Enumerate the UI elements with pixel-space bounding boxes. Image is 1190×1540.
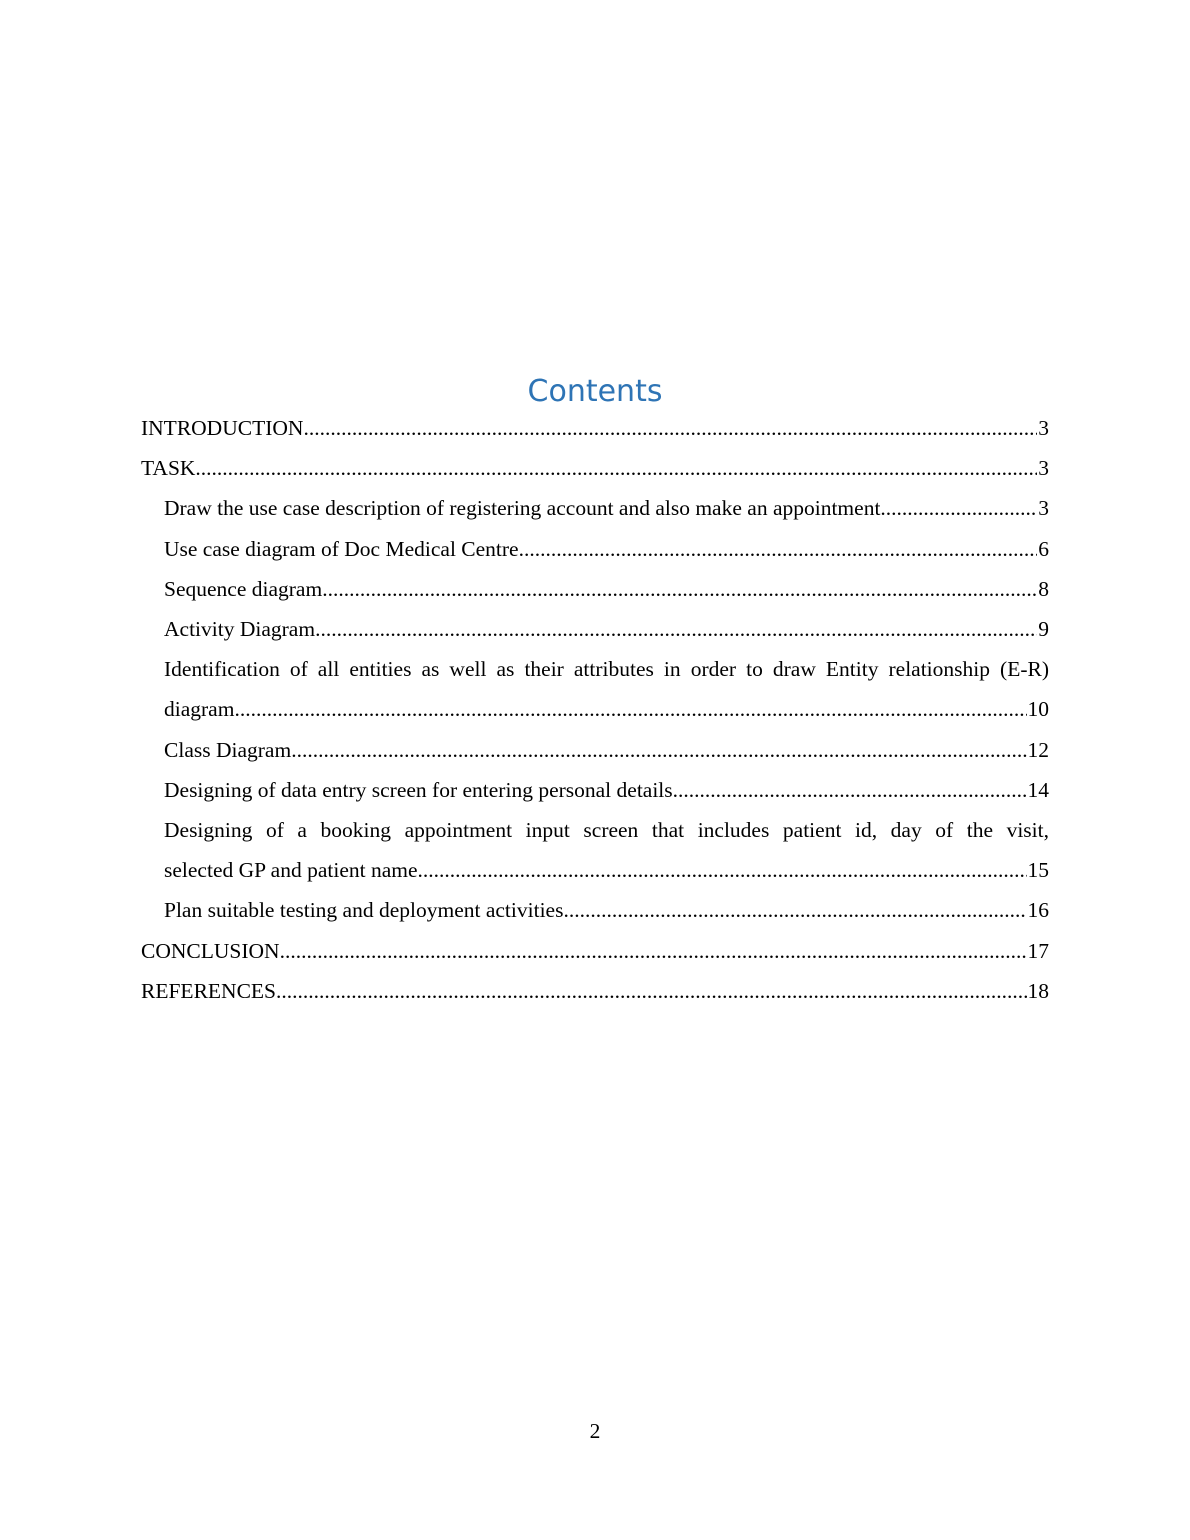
toc-entry-page: 15 [1027, 858, 1049, 883]
toc-entry-page: 8 [1038, 576, 1049, 601]
table-of-contents [141, 408, 1049, 1011]
toc-entry-page: 9 [1038, 617, 1049, 642]
dot-leader [315, 609, 1037, 649]
toc-entry-page: 16 [1027, 898, 1049, 923]
toc-entry-references[interactable] [141, 971, 1049, 1011]
toc-entry-task[interactable] [141, 448, 1049, 488]
toc-entry-page: 6 [1038, 536, 1049, 561]
toc-entry-use-case-description[interactable] [141, 488, 1049, 528]
page-number: 2 [589, 1419, 601, 1443]
toc-entry-page: 3 [1038, 456, 1049, 481]
toc-entry-use-case-diagram[interactable] [141, 529, 1049, 569]
toc-entry-line2 [164, 850, 1049, 890]
toc-entry-title-line2: selected GP and patient name [164, 858, 418, 883]
dot-leader [673, 770, 1027, 810]
toc-entry-title-line2: diagram [164, 697, 235, 722]
toc-entry-page: 12 [1027, 737, 1049, 762]
toc-entry-page: 18 [1027, 978, 1049, 1003]
dot-leader [519, 529, 1038, 569]
dot-leader [880, 488, 1037, 528]
toc-entry-title-line1: Identification of all entities as well as their attributes in order to draw Entity relationship (E-R) [164, 657, 1049, 682]
toc-entry-activity-diagram[interactable] [141, 609, 1049, 649]
toc-entry-title: Designing of data entry screen for entering personal details [164, 777, 673, 802]
dot-leader [276, 971, 1027, 1011]
toc-entry-title-line1: Designing of a booking appointment input screen that includes patient id, day of the visit, [164, 818, 1049, 843]
dot-leader [418, 850, 1027, 890]
toc-entry-page: 10 [1027, 697, 1049, 722]
toc-entry-er-diagram[interactable] [141, 649, 1049, 729]
dot-leader [195, 448, 1037, 488]
toc-entry-page: 14 [1027, 777, 1049, 802]
toc-entry-title: Draw the use case description of registering account and also make an appointment [164, 496, 881, 521]
toc-entry-title: REFERENCES [141, 978, 276, 1003]
toc-entry-title: Activity Diagram [164, 617, 316, 642]
toc-entry-conclusion[interactable] [141, 931, 1049, 971]
toc-entry-booking-screen[interactable] [141, 810, 1049, 890]
dot-leader [234, 689, 1026, 729]
dot-leader [303, 408, 1037, 448]
toc-entry-title: INTRODUCTION [141, 416, 304, 440]
toc-entry-sequence-diagram[interactable] [141, 569, 1049, 609]
dot-leader [563, 890, 1026, 930]
toc-entry-class-diagram[interactable] [141, 730, 1049, 770]
toc-entry-title: Sequence diagram [164, 576, 323, 601]
dot-leader [280, 931, 1027, 971]
toc-entry-title: CONCLUSION [141, 938, 280, 963]
toc-entry-line2 [164, 689, 1049, 729]
toc-entry-page: 17 [1027, 938, 1049, 963]
toc-entry-title: Use case diagram of Doc Medical Centre [164, 536, 519, 561]
dot-leader [291, 730, 1026, 770]
toc-heading: Contents [527, 374, 663, 409]
toc-entry-title: TASK [141, 456, 196, 481]
toc-entry-title: Plan suitable testing and deployment activities [164, 898, 564, 923]
toc-entry-data-entry-screen[interactable] [141, 770, 1049, 810]
toc-entry-testing-deployment[interactable] [141, 890, 1049, 930]
toc-entry-introduction[interactable] [141, 408, 1049, 448]
dot-leader [322, 569, 1037, 609]
toc-entry-page: 3 [1038, 416, 1049, 440]
toc-entry-title: Class Diagram [164, 737, 292, 762]
toc-entry-page: 3 [1038, 496, 1049, 521]
